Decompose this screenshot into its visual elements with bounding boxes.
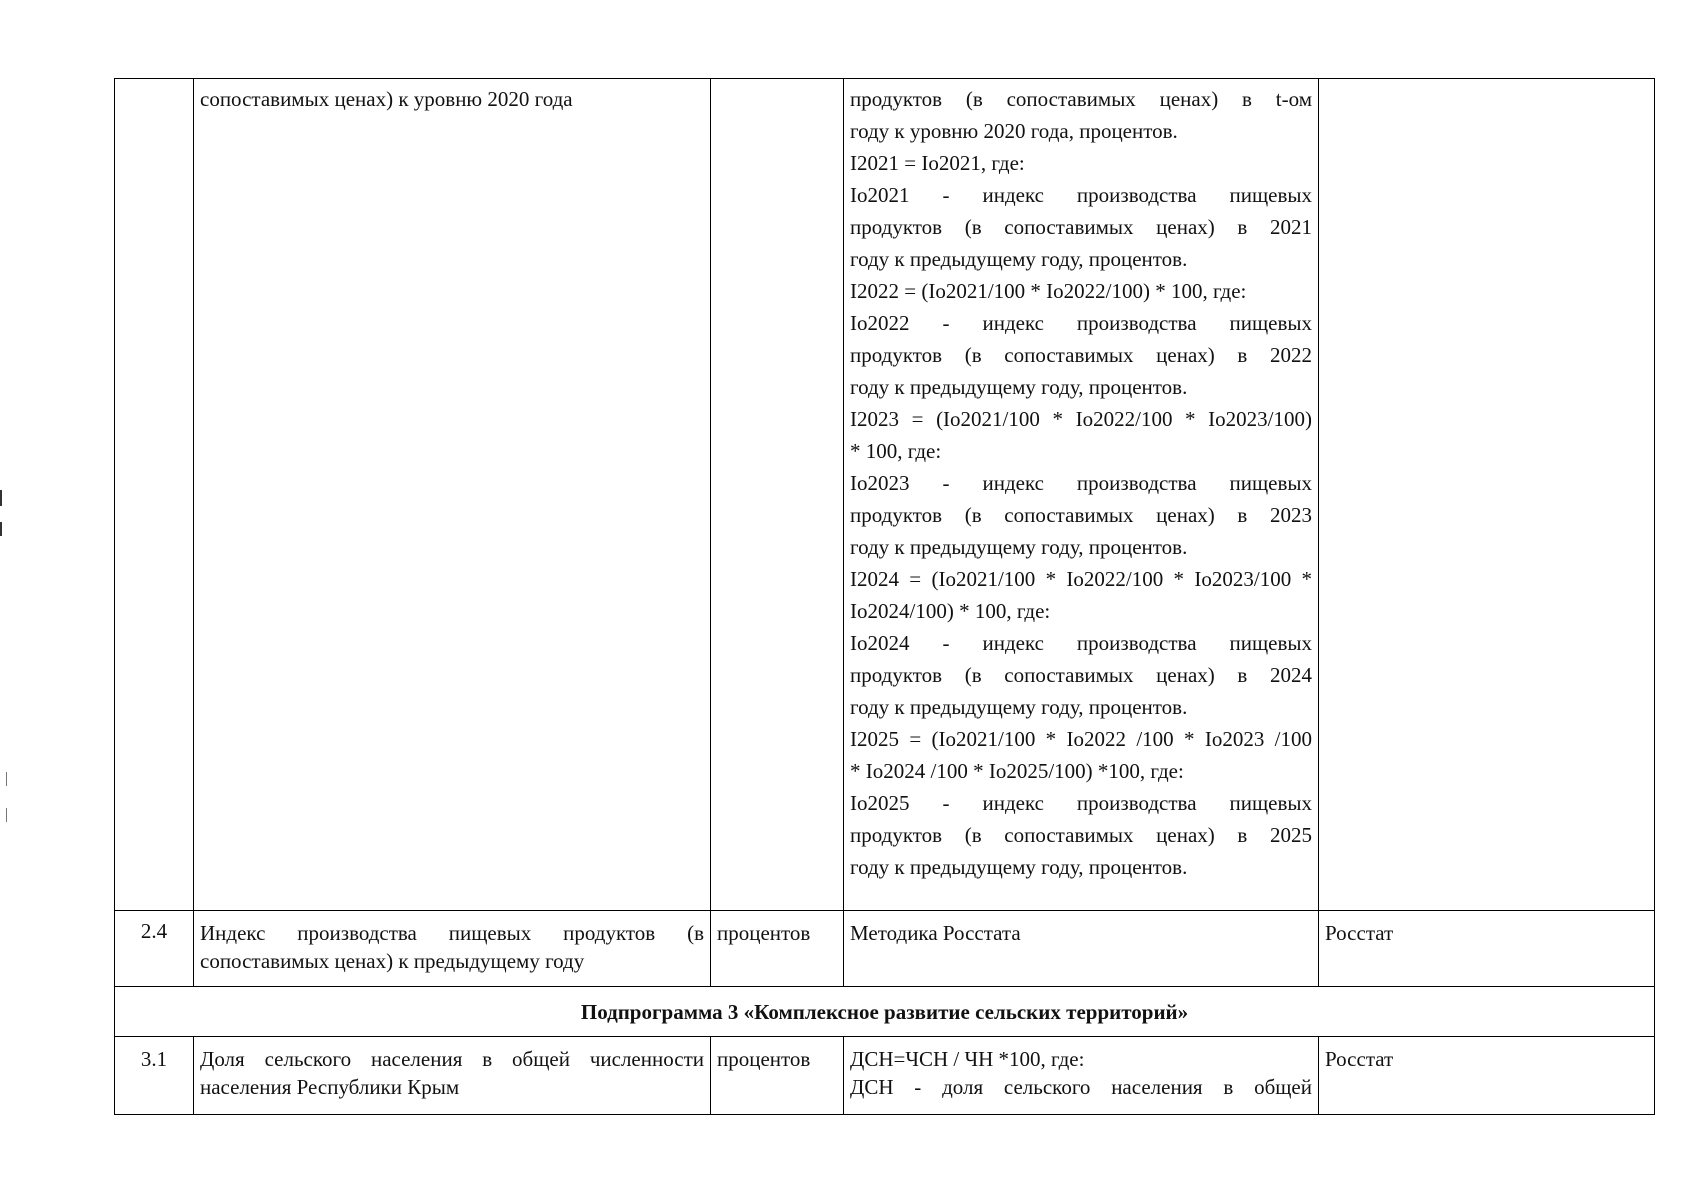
method-line: I2022 = (Iо2021/100 * Iо2022/100) * 100, где: xyxy=(850,279,1247,303)
method-line: I2023 = (Iо2021/100 * Iо2022/100 * Iо2023/100) xyxy=(850,407,1312,431)
cell-source: Росстат xyxy=(1319,911,1655,987)
indicator-name-continued: сопоставимых ценах) к уровню 2020 года xyxy=(200,87,573,111)
table-row-continuation xyxy=(115,79,1655,911)
method-line: году к предыдущему году, процентов. xyxy=(850,695,1188,719)
section-header-row xyxy=(115,987,1655,1037)
method-line: продуктов (в сопоставимых ценах) в 2024 xyxy=(850,663,1312,687)
method-line: Iо2021 - индекс производства пищевых xyxy=(850,183,1312,207)
method-line: году к уровню 2020 года, процентов. xyxy=(850,119,1178,143)
method-line: Iо2022 - индекс производства пищевых xyxy=(850,311,1312,335)
method-line: I2024 = (Iо2021/100 * Iо2022/100 * Iо2023/100 * xyxy=(850,567,1312,591)
method-line: Iо2023 - индекс производства пищевых xyxy=(850,471,1312,495)
table-row-2-4 xyxy=(115,911,1655,987)
method-line: продуктов (в сопоставимых ценах) в 2023 xyxy=(850,503,1312,527)
method-line: Iо2024 - индекс производства пищевых xyxy=(850,631,1312,655)
method-line: Iо2024/100) * 100, где: xyxy=(850,599,1051,623)
method-line: году к предыдущему году, процентов. xyxy=(850,375,1188,399)
table-row-3-1 xyxy=(115,1037,1655,1115)
cell-source: Росстат xyxy=(1319,1037,1655,1115)
method-line: продуктов (в сопоставимых ценах) в 2025 xyxy=(850,823,1312,847)
cell-method xyxy=(844,1037,1319,1115)
method-line: продуктов (в сопоставимых ценах) в 2022 xyxy=(850,343,1312,367)
method-line: * Iо2024 /100 * Iо2025/100) *100, где: xyxy=(850,759,1184,783)
method-line: продуктов (в сопоставимых ценах) в 2021 xyxy=(850,215,1312,239)
cell-unit xyxy=(711,79,844,911)
cell-num: 3.1 xyxy=(115,1037,194,1115)
cell-num xyxy=(115,79,194,911)
method-line: году к предыдущему году, процентов. xyxy=(850,247,1188,271)
cell-indicator-name: Доля сельского населения в общей численности населения Республики Крым xyxy=(194,1037,711,1115)
cell-indicator-name: Индекс производства пищевых продуктов (в сопоставимых ценах) к предыдущему году xyxy=(194,911,711,987)
scan-mark xyxy=(0,522,2,536)
method-line: I2021 = Iо2021, где: xyxy=(850,151,1025,175)
method-line: ДСН=ЧСН / ЧН *100, где: xyxy=(850,1047,1085,1071)
scan-mark xyxy=(0,490,2,506)
subprogram-3-title: Подпрограмма 3 «Комплексное развитие сельских территорий» xyxy=(115,987,1655,1037)
cell-indicator-name xyxy=(194,79,711,911)
method-line: ДСН - доля сельского населения в общей xyxy=(850,1075,1312,1099)
method-line: I2025 = (Iо2021/100 * Iо2022 /100 * Iо2023 /100 xyxy=(850,727,1312,751)
cell-source xyxy=(1319,79,1655,911)
cell-num: 2.4 xyxy=(115,911,194,987)
cell-method: Методика Росстата xyxy=(844,911,1319,987)
method-line: году к предыдущему году, процентов. xyxy=(850,855,1188,879)
method-line: году к предыдущему году, процентов. xyxy=(850,535,1188,559)
indicator-table xyxy=(114,78,1655,1115)
scan-mark xyxy=(6,772,7,786)
cell-unit: процентов xyxy=(711,911,844,987)
cell-unit: процентов xyxy=(711,1037,844,1115)
scan-mark xyxy=(6,808,7,822)
method-line: Iо2025 - индекс производства пищевых xyxy=(850,791,1312,815)
method-line: * 100, где: xyxy=(850,439,942,463)
method-line: продуктов (в сопоставимых ценах) в t-ом xyxy=(850,87,1312,111)
cell-method xyxy=(844,79,1319,911)
